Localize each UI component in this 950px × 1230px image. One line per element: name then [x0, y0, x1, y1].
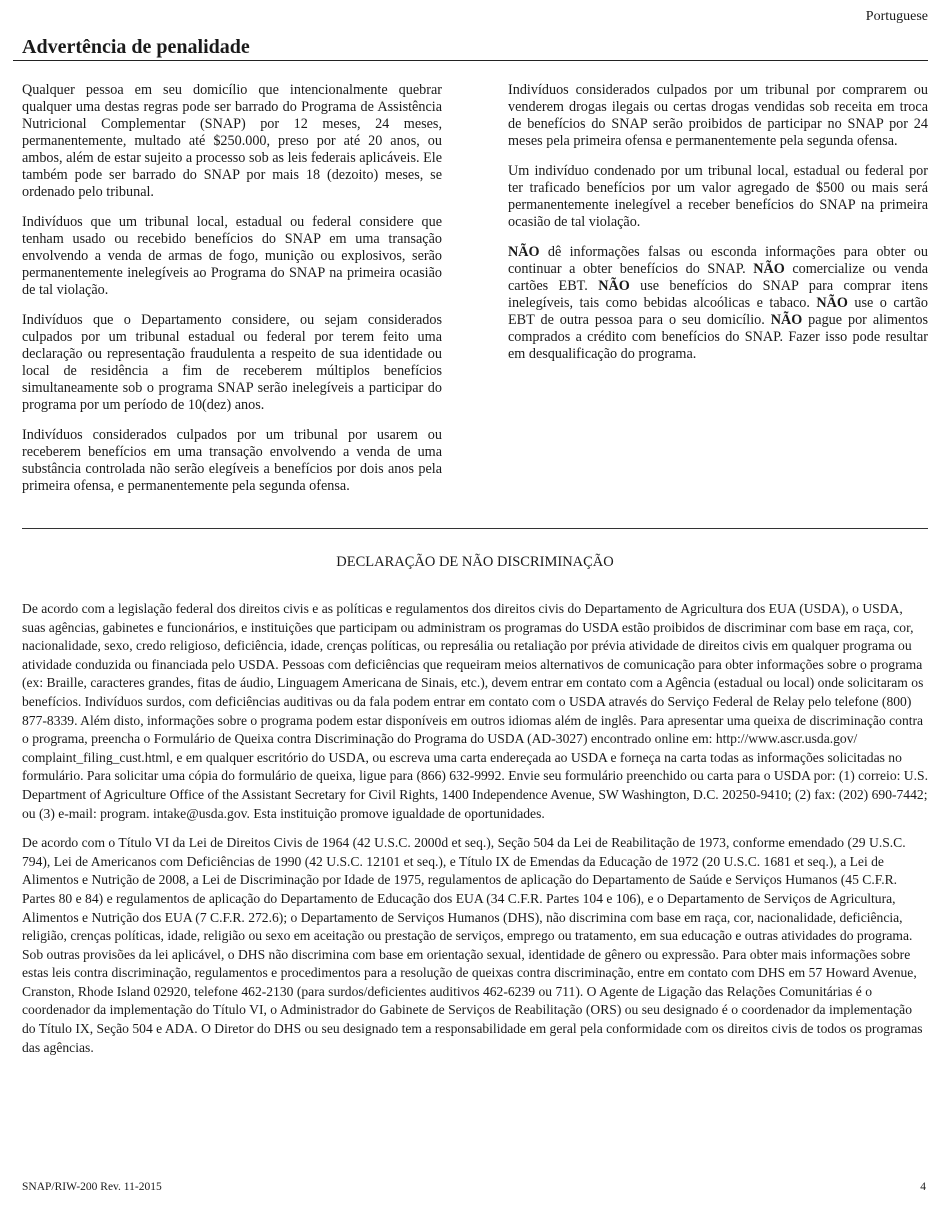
penalty-right-column [508, 82, 928, 376]
form-id: SNAP/RIW-200 Rev. 11-2015 [22, 1181, 162, 1193]
prohibition-text: use o cartão EBT de outra pessoa para o seu domicílio. [508, 295, 928, 328]
penalty-paragraph: Indivíduos considerados culpados por um tribunal por usarem ou receberem benefícios em uma transação envolvendo a venda de uma substância controlada não serão elegíveis a benefícios por dois anos pela primeira ofensa, e permanentemente pela segunda ofensa. [22, 427, 442, 494]
nondiscrimination-body [22, 600, 928, 1068]
prohibition-text: dê informações falsas ou esconda informações para obter ou continuar a obter benefícios do SNAP. [508, 244, 928, 277]
prohibition-text: comercialize ou venda cartões EBT. [508, 261, 928, 294]
nondiscrimination-paragraph: De acordo com a legislação federal dos direitos civis e as políticas e regulamentos dos direitos civis do Departamento de Agricultura dos EUA (USDA), o USDA, suas agências, gabinetes e funcionários, e instituições que participam ou administram os programas do USDA estão proibidos de discriminar com base em raça, cor, nacionalidade, sexo, credo religioso, deficiência, idade, crenças políticas, ou represália ou retaliação por prévia atividade de direitos civis em qualquer programa ou atividade conduzida ou financiada pelo USDA. Pessoas com deficiências que requeiram meios alternativos de comunicação para obter informações sobre o programa (ex: Braille, caracteres grandes, fitas de áudio, Linguagem Americana de Sinais, etc.), devem entrar em contato com a Agência (estadual ou local) onde solicitaram os benefícios. Indivíduos surdos, com deficiências auditivas ou da fala podem entrar em contato com o USDA através do Serviço Federal de Relay pelo telefone (800) 877-8339. Além disto, informações sobre o programa podem estar disponíveis em outros idiomas além de inglês. Para apresentar uma queixa de discriminação contra o programa, preencha o Formulário de Queixa contra Discriminação do Programa do USDA (AD-3027) encontrado online em: http://www.ascr.usda.gov/ complaint_filing_cust.html, e em qualquer escritório do USDA, ou escreva uma carta endereçada ao USDA e forneça na carta todas as informações solicitadas no formulário. Para solicitar uma cópia do formulário de queixa, ligue para (866) 632-9992. Envie seu formulário preenchido ou carta para o USDA por: (1) correio: U.S. Department of Agriculture Office of the Assistant Secretary for Civil Rights, 1400 Independence Avenue, SW Washington, D.C. 20250-9410; (2) fax: (202) 690-7442; ou (3) e-mail: program. intake@usda.gov. Esta instituição promove igualdade de oportunidades. [22, 601, 928, 821]
penalty-paragraph: Indivíduos considerados culpados por um tribunal por comprarem ou venderem drogas ilegais ou certas drogas vendidas sob receita em troca de benefícios do SNAP serão proibidos de participar no SNAP por 24 meses pela primeira ofensa e permanentemente pela segunda ofensa. [508, 82, 928, 149]
page-number: 4 [920, 1181, 926, 1193]
penalty-paragraph: Indivíduos que um tribunal local, estadual ou federal considere que tenham usado ou recebido benefícios do SNAP em uma transação envolvendo a venda de armas de fogo, munição ou explosivos, serão permanentemente inelegíveis ao Programa do SNAP na primeira ocasião de tal violação. [22, 214, 442, 298]
nao-emphasis: NÃO [508, 244, 540, 260]
prohibition-text: pague por alimentos comprados a crédito com benefícios do SNAP. Fazer isso pode resultar em desqualificação do programa. [508, 312, 928, 362]
title-divider [13, 60, 928, 61]
penalty-paragraph: Um indivíduo condenado por um tribunal local, estadual ou federal por ter traficado benefícios por um valor agregado de $500 ou mais será permanentemente inelegível a receber benefícios do SNAP na primeira ocasião de tal violação. [508, 163, 928, 230]
section-divider [22, 528, 928, 529]
penalty-left-column [22, 82, 442, 508]
nondiscrimination-paragraph: De acordo com o Título VI da Lei de Direitos Civis de 1964 (42 U.S.C. 2000d et seq.), Seção 504 da Lei de Reabilitação de 1973, conforme emendado (29 U.S.C. 794), Lei de Americanos com Deficiências de 1990 (42 U.S.C. 12101 et seq.), e Título IX de Emendas da Educação de 1972 (20 U.S.C. 1681 et seq.), a Lei de Alimentos e Nutrição de 2008, a Lei de Discriminação por Idade de 1975, regulamentos de aplicação do Departamento de Saúde e Serviços Humanos (45 C.F.R. Partes 80 e 84) e regulamentos de aplicação do Departamento de Educação dos EUA (34 C.F.R. Partes 104 e 106), e o Departamento de Serviços de Agricultura, Alimentos e Nutrição dos EUA (7 C.F.R. 272.6); o Departamento de Serviços Humanos (DHS), não discrimina com base em raça, cor, nacionalidade, deficiência, religião, crenças políticas, idade, religião ou sexo em aceitação ou prestação de serviços, emprego ou tratamento, em sua educação e outras atividades do programa. Sob outras provisões da lei aplicável, o DHS não discrimina com base em orientação sexual, identidade de gênero ou expressão. Para obter mais informações sobre estas leis contra discriminação, regulamentos e procedimentos para a resolução de queixas contra discriminação, entre em contato com DHS em 57 Howard Avenue, Cranston, Rhode Island 02920, telefone 462-2130 (para surdos/deficientes auditivos 462-6239 ou 711). O Agente de Ligação das Relações Comunitárias é o coordenador da implementação do Título VI, o Administrador do Gabinete de Serviços de Reabilitação (ORS) ou seu designado é o coordenador da implementação do Título IX, Seção 504 e ADA. O Diretor do DHS ou seu designado tem a responsabilidade em geral pela conformidade com os direitos civis de todos os programas das agências. [22, 835, 923, 1055]
nao-emphasis: NÃO [753, 261, 785, 277]
prohibitions-paragraph [508, 244, 928, 363]
nao-emphasis: NÃO [598, 278, 630, 294]
nondiscrimination-title: DECLARAÇÃO DE NÃO DISCRIMINAÇÃO [336, 554, 614, 570]
nao-emphasis: NÃO [816, 295, 848, 311]
language-label: Portuguese [865, 9, 928, 24]
page-title: Advertência de penalidade [22, 36, 250, 58]
prohibition-text: use benefícios do SNAP para comprar itens inelegíveis, tais como bebidas alcoólicas e tabaco. [508, 278, 928, 311]
penalty-paragraph: Qualquer pessoa em seu domicílio que intencionalmente quebrar qualquer uma destas regras pode ser barrado do Programa de Assistência Nutricional Complementar (SNAP) por 12 meses, 24 meses, permanentemente, multado até $250.000, preso por até 20 anos, ou ambos, além de estar sujeito a processo sob as leis federais aplicáveis. Ele também pode ser barrado do SNAP por mais 18 (dezoito) meses, se ordenado pelo tribunal. [22, 82, 442, 200]
nao-emphasis: NÃO [770, 312, 803, 328]
penalty-paragraph: Indivíduos que o Departamento considere, ou sejam considerados culpados por um tribunal estadual ou federal por terem feito uma declaração ou representação fraudulenta a respeito de sua identidade ou local de residência a fim de receberem múltiplos benefícios simultaneamente sob o programa SNAP serão inelegíveis a participar do programa por um período de 10(dez) anos. [22, 312, 442, 413]
